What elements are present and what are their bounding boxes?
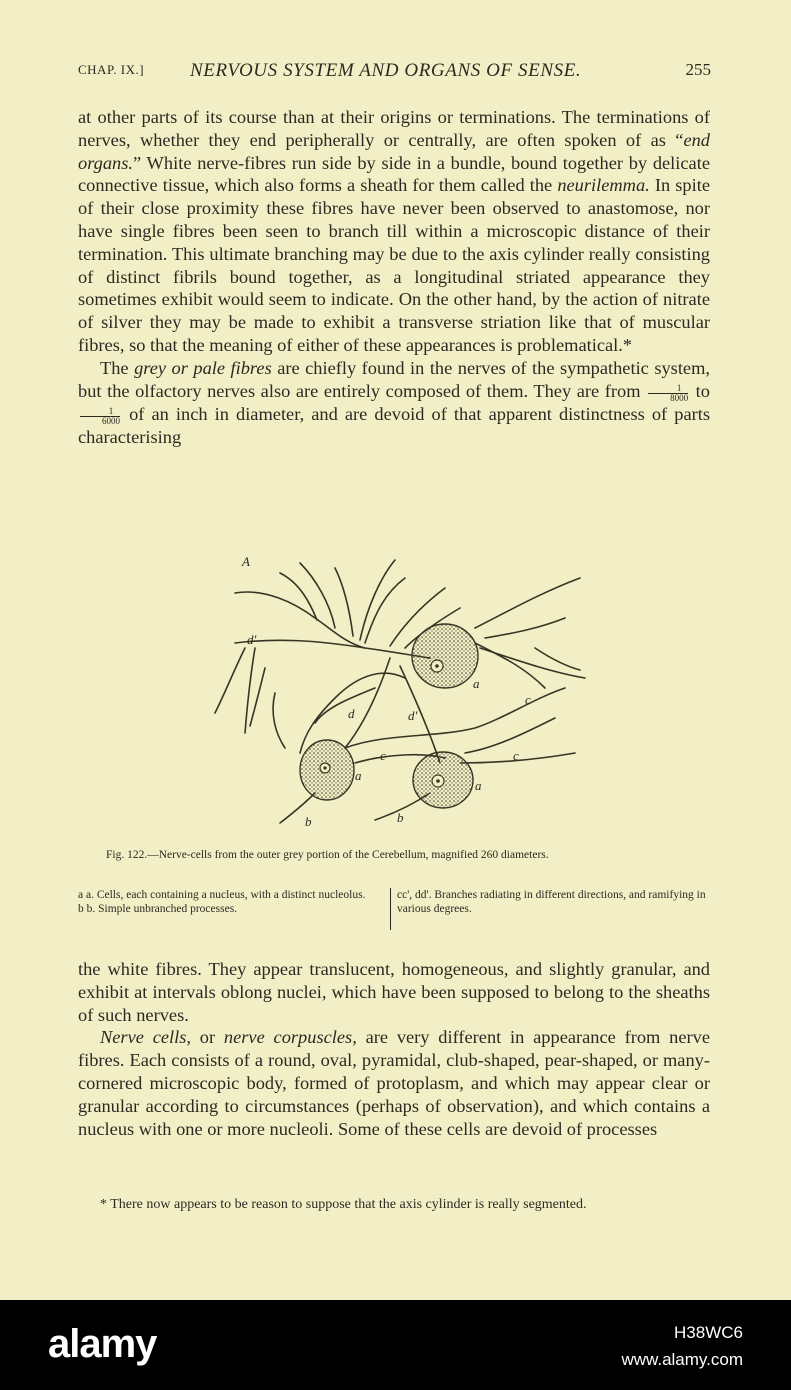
branch-fibre <box>465 718 555 753</box>
figure-label: a <box>355 768 362 783</box>
cell-nucleolus <box>435 664 439 668</box>
figure-label: d <box>348 706 355 721</box>
italic-term: neurilemma. <box>557 175 650 196</box>
brand-logo: alamy <box>48 1322 157 1366</box>
italic-term: grey or pale fibres <box>134 357 272 378</box>
fraction <box>80 407 120 426</box>
branch-fibre <box>360 560 395 640</box>
branch-fibre <box>250 668 265 726</box>
figure-label: a <box>473 676 480 691</box>
text-run: are very different in appearance from nerve fibres. Each consists of a round, oval, pyramidal, club-shaped, pear-shaped, or many-cornered microscopic body, formed of protoplasm, and which may appear clear or granular according to circumstances (perhaps of observation), and which contains a nucleus with one or more nucleoli. Some of these cells are devoid of processes <box>78 1027 710 1139</box>
fraction-numerator: 1 <box>80 407 120 417</box>
fraction-denominator: 8000 <box>670 392 689 403</box>
image-id: H38WC6 <box>674 1323 743 1342</box>
branch-fibre <box>245 648 255 733</box>
branch-fibre <box>480 648 585 678</box>
branch-fibre <box>235 640 430 658</box>
branch-fibre <box>345 688 565 748</box>
nerve-cell-illustration <box>205 548 600 833</box>
body-text-top <box>78 106 710 448</box>
nerve-cell-upper <box>412 624 478 688</box>
italic-term: end organs. <box>78 129 710 173</box>
watermark-band <box>0 1300 791 1390</box>
paragraph <box>78 1026 710 1140</box>
italic-term: nerve corpuscles, <box>223 1027 357 1048</box>
italic-term: Nerve cells, <box>100 1027 191 1048</box>
text-run: or <box>191 1027 224 1048</box>
legend-item: b b. Simple unbranched processes. <box>78 903 238 915</box>
branch-fibre <box>485 618 565 638</box>
running-title: NERVOUS SYSTEM AND ORGANS OF SENSE. <box>190 60 582 81</box>
text-run: at other parts of its course than at their origins or terminations. The terminations of nerves, whether they end peripherally or centrally, are often spoken of as “ <box>78 107 710 150</box>
branch-fibre <box>315 688 375 723</box>
fraction-numerator: 1 <box>648 384 688 394</box>
text-run: In spite of their close proximity these fibres have never been observed to anastomose, nor have single fibres been seen to branch till within a microscopic distance of their termination. This ultimate branching may be due to the axis cylinder really consisting of distinct fibrils bound together, as a longitudinal striated appearance they sometimes exhibit would seem to indicate. On the other hand, by the action of nitrate of silver they may be made to exhibit a transverse striation like that of muscular fibres, so that the meaning of either of these appearances is problematical.* <box>78 175 710 355</box>
branch-fibre <box>345 658 390 748</box>
figure-label: c <box>513 748 519 763</box>
figure-legend-right <box>390 888 712 930</box>
branch-fibre <box>475 578 580 628</box>
page-number: 255 <box>685 60 711 79</box>
running-header <box>78 60 711 84</box>
figure-legend-left <box>78 888 384 916</box>
fraction-denominator: 6000 <box>102 415 120 426</box>
text-run: to <box>690 380 710 401</box>
paragraph: the white fibres. They appear translucent, homogeneous, and slightly granular, and exhibit at intervals oblong nuclei, which have been supposed to belong to the sheaths of such nerves. <box>78 959 710 1025</box>
figure-label: A <box>242 554 250 569</box>
footnote: * There now appears to be reason to suppose that the axis cylinder is really segmented. <box>100 1197 587 1212</box>
figure-label: d' <box>408 708 418 723</box>
branch-fibre <box>215 648 245 713</box>
paragraph <box>78 106 710 357</box>
cell-nucleolus <box>323 766 326 769</box>
cell-nucleolus <box>436 779 440 783</box>
figure-label: b <box>397 810 404 825</box>
brand-url: www.alamy.com <box>621 1350 743 1369</box>
branch-fibre <box>273 693 285 748</box>
figure-label: d' <box>247 632 257 647</box>
chapter-label: CHAP. IX.] <box>78 62 145 77</box>
body-text-bottom <box>78 958 710 1140</box>
branch-fibre <box>535 648 580 670</box>
branch-fibre <box>335 568 353 636</box>
figure-caption: Fig. 122.—Nerve-cells from the outer grey portion of the Cerebellum, magnified 260 diameters. <box>106 849 549 861</box>
figure-label: c <box>525 692 531 707</box>
paragraph <box>78 357 710 449</box>
text-run: are chiefly found in the nerves of the sympathetic system, but the olfactory nerves also are entirely composed of them. They are from <box>78 357 711 401</box>
fraction <box>648 384 688 403</box>
legend-item: a a. Cells, each containing a nucleus, with a distinct nucleolus. <box>78 889 366 901</box>
text-run: of an inch in diameter, and are devoid of that apparent distinctness of parts characterising <box>78 403 710 447</box>
branch-fibre <box>280 573 317 620</box>
text-run: ” White nerve-fibres run side by side in a bundle, bound together by delicate connective tissue, which also forms a sheath for them called the <box>78 152 710 196</box>
figure-label: a <box>475 778 482 793</box>
figure-label: c <box>380 748 386 763</box>
text-run: The <box>100 357 135 378</box>
figure-label: b <box>305 814 312 829</box>
legend-item: cc', dd'. Branches radiating in different directions, and ramifying in various degrees. <box>397 889 706 915</box>
